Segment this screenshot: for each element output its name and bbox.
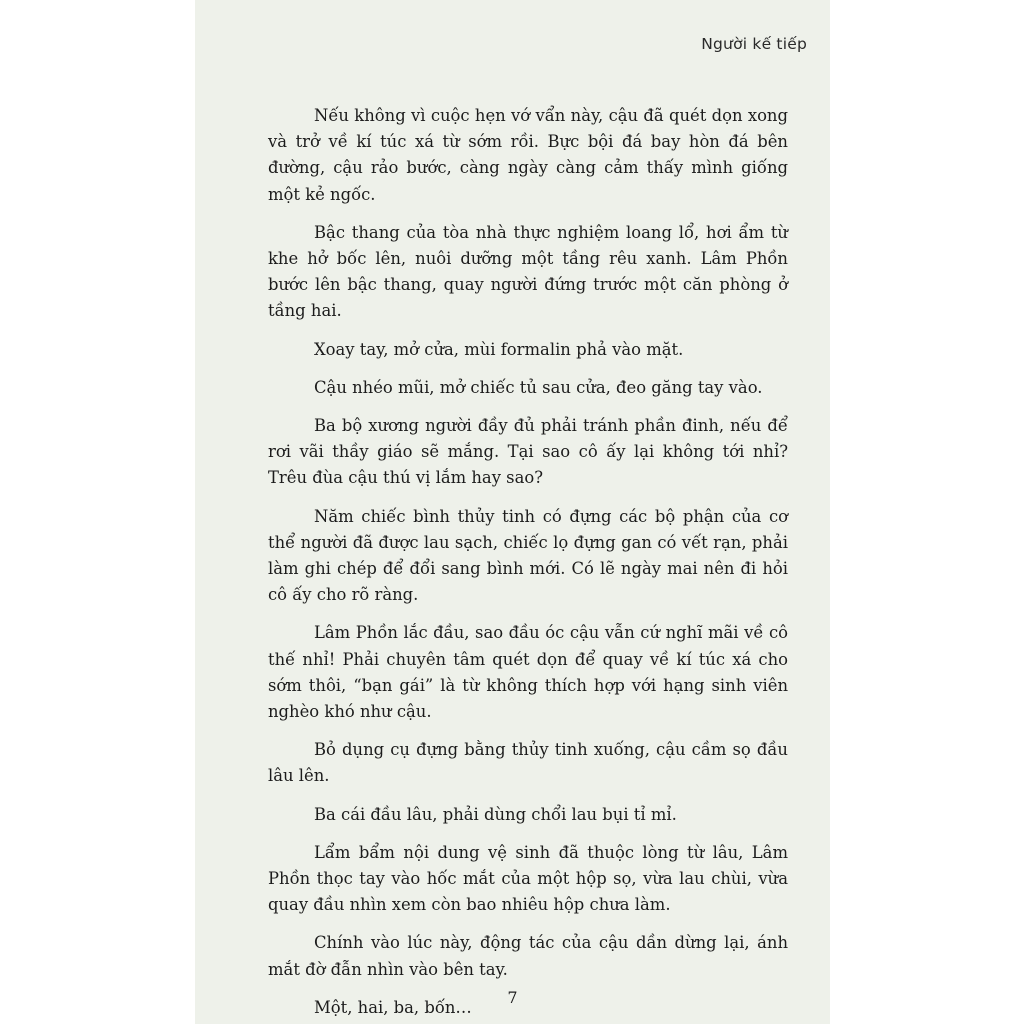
paragraph: Cậu nhéo mũi, mở chiếc tủ sau cửa, đeo găng tay vào. xyxy=(314,377,763,397)
book-page xyxy=(195,0,830,1024)
paragraph: Nếu không vì cuộc hẹn vớ vẩn này, cậu đã quét dọn xong và trở về kí túc xá từ sớm rồi. Bực bội đá bay hòn đá bên đường, cậu rảo bước, càng ngày càng cảm thấy mình giống một kẻ ngốc. xyxy=(268,106,788,204)
running-head-title: Người kế tiếp xyxy=(701,35,807,53)
paragraph: Xoay tay, mở cửa, mùi formalin phả vào mặt. xyxy=(314,339,684,359)
paragraph: Lâm Phồn lắc đầu, sao đầu óc cậu vẫn cứ nghĩ mãi về cô thế nhỉ! Phải chuyên tâm quét dọn để quay về kí túc xá cho sớm thôi, “bạn gái” là từ không thích hợp với hạng sinh viên nghèo khó như cậu. xyxy=(268,623,788,722)
paragraph: Bỏ dụng cụ đựng bằng thủy tinh xuống, cậu cầm sọ đầu lâu lên. xyxy=(268,740,788,786)
paragraph: Lẩm bẩm nội dung vệ sinh đã thuộc lòng từ lâu, Lâm Phồn thọc tay vào hốc mắt của một hộp sọ, vừa lau chùi, vừa quay đầu nhìn xem còn bao nhiêu hộp chưa làm. xyxy=(268,842,788,915)
paragraph: Ba cái đầu lâu, phải dùng chổi lau bụi tỉ mỉ. xyxy=(314,804,677,824)
paragraph: Năm chiếc bình thủy tinh có đựng các bộ phận của cơ thể người đã được lau sạch, chiếc lọ đựng gan có vết rạn, phải làm ghi chép để đổi sang bình mới. Có lẽ ngày mai nên đi hỏi cô ấy cho rõ ràng. xyxy=(268,506,788,605)
paragraph: Bậc thang của tòa nhà thực nghiệm loang lổ, hơi ẩm từ khe hở bốc lên, nuôi dưỡng một tầng rêu xanh. Lâm Phồn bước lên bậc thang, quay người đứng trước một căn phòng ở tầng hai. xyxy=(268,222,788,321)
page-number: 7 xyxy=(507,988,518,1007)
paragraph: Một, hai, ba, bốn… xyxy=(314,997,472,1017)
paragraph: Ba bộ xương người đầy đủ phải tránh phần đinh, nếu để rơi vãi thầy giáo sẽ mắng. Tại sao cô ấy lại không tới nhỉ? Trêu đùa cậu thú vị lắm hay sao? xyxy=(268,416,788,488)
body-text xyxy=(268,103,788,1033)
paragraph: Chính vào lúc này, động tác của cậu dần dừng lại, ánh mắt đờ đẫn nhìn vào bên tay. xyxy=(268,933,788,979)
